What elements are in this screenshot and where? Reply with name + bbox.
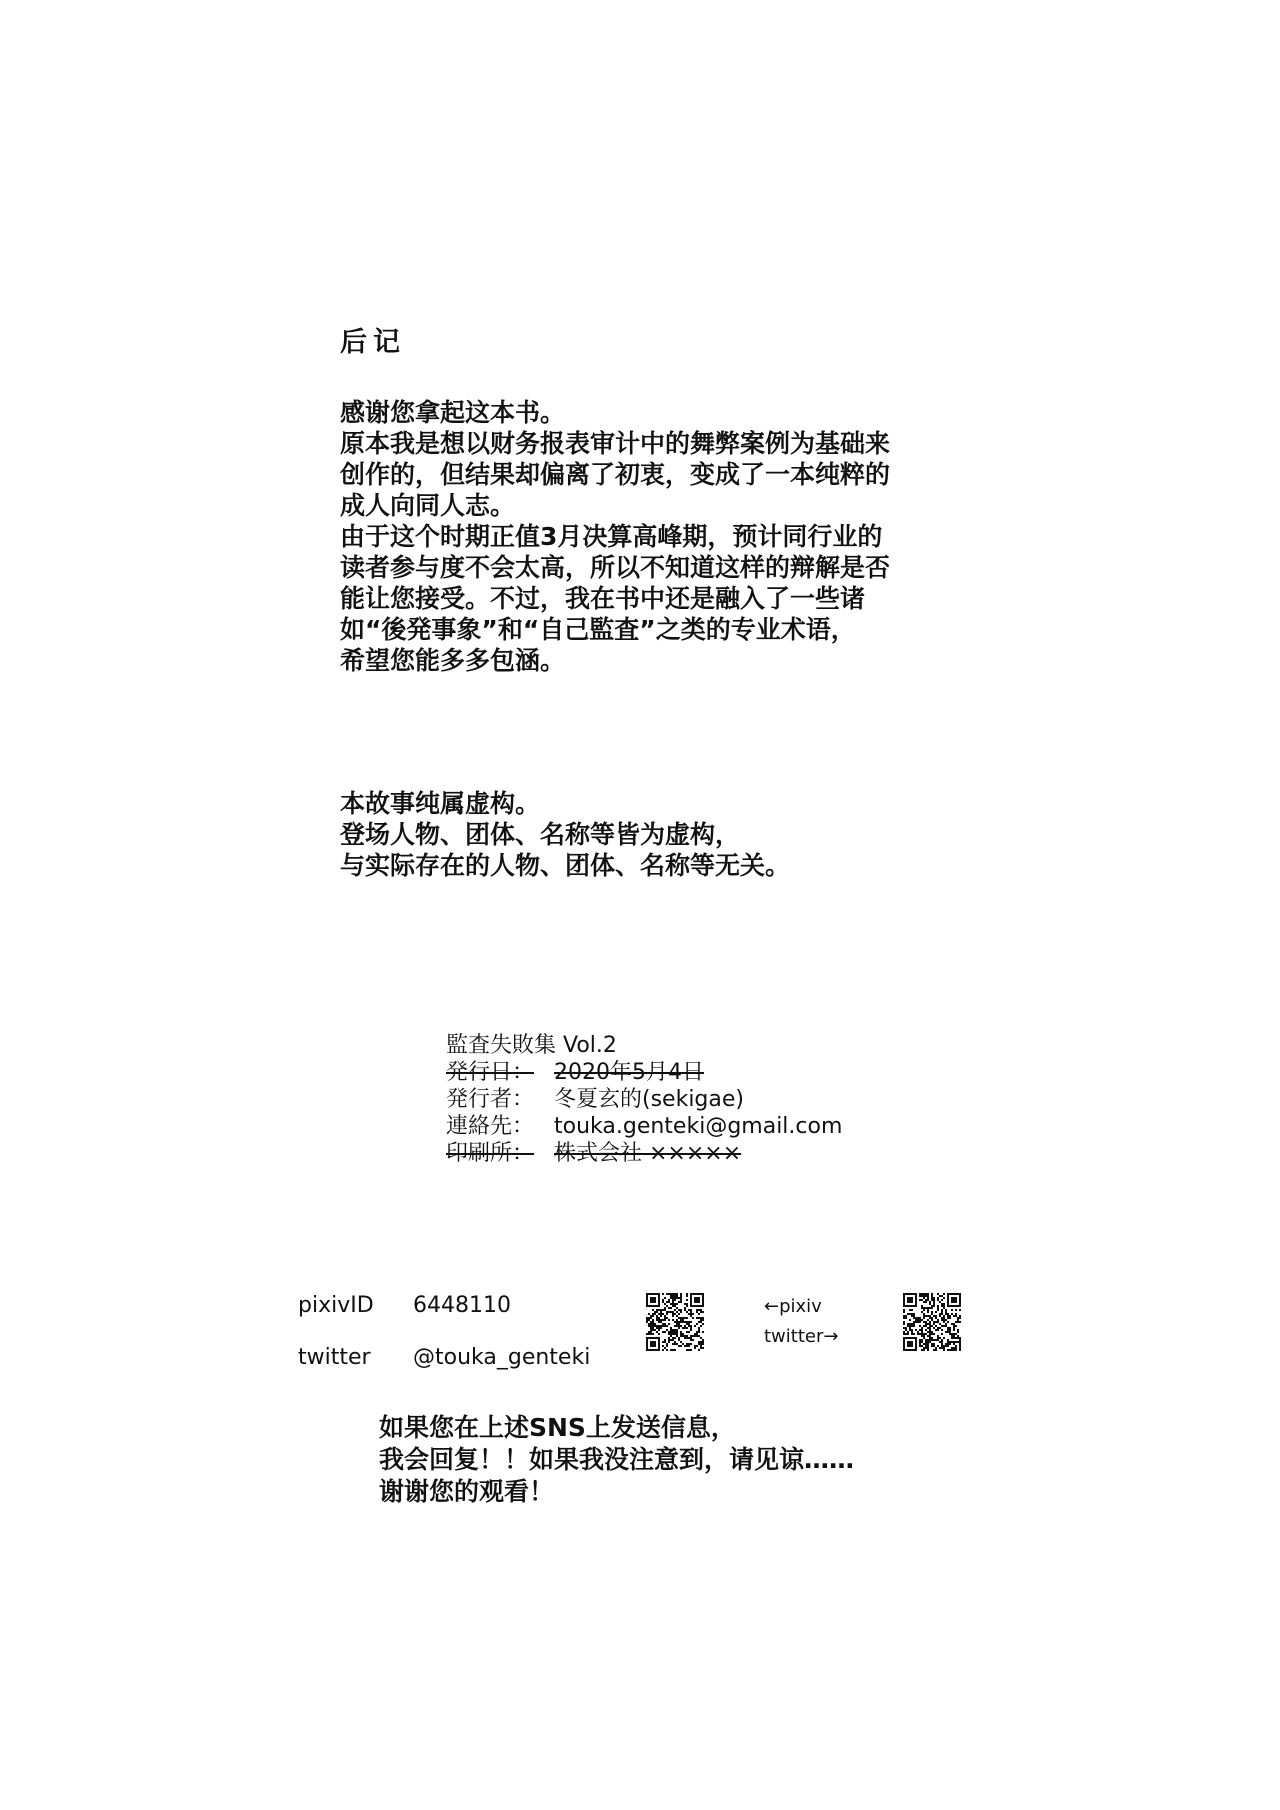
contact-row	[446, 1113, 842, 1140]
contact-label: 連絡先：	[446, 1114, 535, 1139]
contact-email: touka.genteki@gmail.com	[554, 1114, 843, 1139]
qr-captions	[764, 1292, 838, 1352]
closing-message	[379, 1412, 854, 1508]
printer-row	[446, 1140, 842, 1167]
afterword-line: 希望您能多多包涵。	[340, 646, 566, 675]
sns-info	[298, 1280, 590, 1384]
twitter-row	[298, 1332, 590, 1384]
release-date-label: 発行日：	[446, 1060, 535, 1085]
twitter-label: twitter	[298, 1345, 371, 1370]
release-date: 2020年5月4日	[554, 1060, 704, 1085]
afterword-line: 读者参与度不会太高，所以不知道这样的辩解是否	[340, 553, 891, 582]
afterword-line: 如“後発事象”和“自己監査”之类的专业术语，	[340, 615, 856, 644]
book-title: 監査失敗集 Vol.2	[446, 1033, 617, 1058]
disclaimer-line: 登场人物、团体、名称等皆为虚构，	[340, 820, 741, 849]
printer-name: 株式会社 ×××××	[554, 1141, 742, 1166]
afterword-body	[340, 397, 960, 676]
closing-line: 我会回复！！如果我没注意到，请见谅……	[379, 1445, 855, 1474]
twitter-handle: @touka_genteki	[413, 1345, 591, 1370]
fiction-disclaimer	[340, 788, 940, 881]
closing-line: 谢谢您的观看！	[379, 1477, 555, 1506]
publisher-name: 冬夏玄的(sekigae)	[554, 1087, 744, 1112]
colophon	[446, 1032, 842, 1167]
closing-line: 如果您在上述SNS上发送信息，	[379, 1413, 736, 1442]
pixiv-row	[298, 1280, 590, 1332]
afterword-line: 成人向同人志。	[340, 491, 516, 520]
pixiv-label: pixivID	[298, 1293, 374, 1318]
afterword-line: 创作的，但结果却偏离了初衷，变成了一本纯粹的	[340, 460, 891, 489]
publisher-label: 発行者：	[446, 1087, 535, 1112]
printer-label: 印刷所：	[446, 1141, 535, 1166]
afterword-line: 能让您接受。不过，我在书中还是融入了一些诸	[340, 584, 866, 613]
twitter-qr-code	[903, 1293, 961, 1351]
afterword-line: 感谢您拿起这本书。	[340, 398, 566, 427]
disclaimer-line: 与实际存在的人物、团体、名称等无关。	[340, 851, 791, 880]
disclaimer-line: 本故事纯属虚构。	[340, 789, 541, 818]
qr-caption-twitter: twitter→	[764, 1326, 839, 1347]
afterword-line: 由于这个时期正值3月决算高峰期，预计同行业的	[340, 522, 883, 551]
qr-caption-pixiv: ←pixiv	[764, 1296, 822, 1317]
pixiv-qr-code	[646, 1293, 704, 1351]
publisher-row	[446, 1086, 842, 1113]
afterword-line: 原本我是想以财务报表审计中的舞弊案例为基础来	[340, 429, 891, 458]
release-date-row	[446, 1059, 842, 1086]
afterword-heading: 后记	[340, 327, 406, 358]
pixiv-id: 6448110	[413, 1293, 511, 1318]
